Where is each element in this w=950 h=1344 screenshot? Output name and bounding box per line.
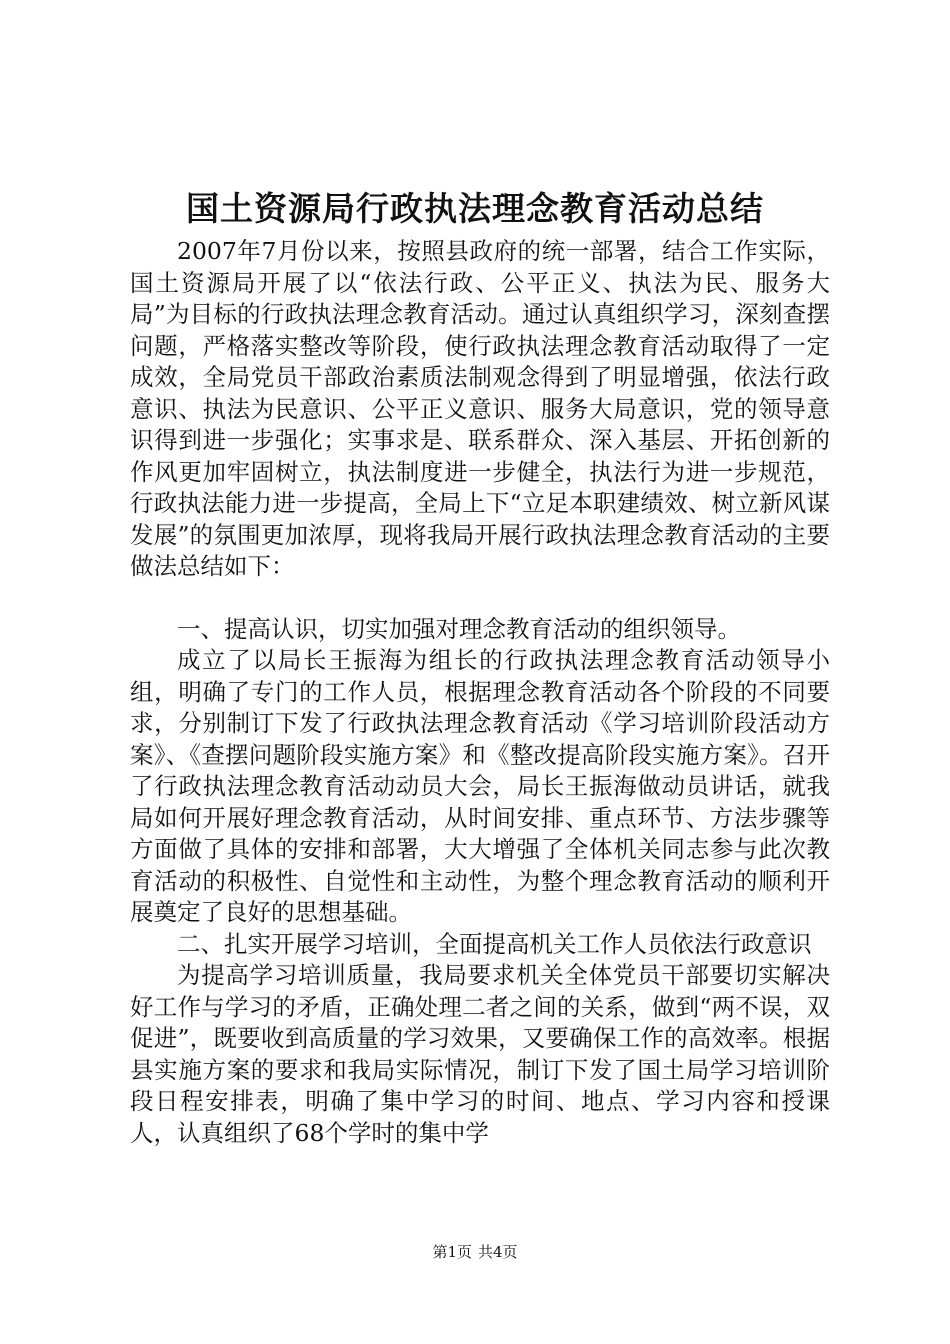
document-body (130, 236, 830, 1149)
page-footer (0, 1242, 950, 1262)
page-number: 第1页 (432, 1243, 472, 1261)
paragraph-section-2: 为提高学习培训质量，我局要求机关全体党员干部要切实解决好工作与学习的矛盾，正确处理二者之间的关系，做到“两不误，双促进”，既要收到高质量的学习效果，又要确保工作的高效率。根据县实施方案的要求和我局实际情况，制订下发了国土局学习培训阶段日程安排表，明确了集中学习的时间、地点、学习内容和授课人，认真组织了68个学时的集中学 (130, 961, 830, 1147)
section-heading-2: 二、扎实开展学习培训，全面提高机关工作人员依法行政意识 (177, 929, 812, 958)
paragraph-intro: 2007年7月份以来，按照县政府的统一部署，结合工作实际，国土资源局开展了以“依法行政、公平正义、执法为民、服务大局”为目标的行政执法理念教育活动。通过认真组织学习，深刻查摆问题，严格落实整改等阶段，使行政执法理念教育活动取得了一定成效，全局党员干部政治素质法制观念得到了明显增强，依法行政意识、执法为民意识、公平正义意识、服务大局意识，党的领导意识得到进一步强化；实事求是、联系群众、深入基层、开拓创新的作风更加牢固树立，执法制度进一步健全，执法行为进一步规范，行政执法能力进一步提高，全局上下“立足本职建绩效、树立新风谋发展”的氛围更加浓厚，现将我局开展行政执法理念教育活动的主要做法总结如下： (130, 237, 830, 580)
section-heading-1: 一、提高认识，切实加强对理念教育活动的组织领导。 (177, 614, 741, 643)
document-title: 国土资源局行政执法理念教育活动总结 (186, 189, 764, 228)
page-total: 共4页 (478, 1243, 518, 1261)
paragraph-section-1: 成立了以局长王振海为组长的行政执法理念教育活动领导小组，明确了专门的工作人员，根据理念教育活动各个阶段的不同要求，分别制订下发了行政执法理念教育活动《学习培训阶段活动方案》、《查摆问题阶段实施方案》和《整改提高阶段实施方案》。召开了行政执法理念教育活动动员大会，局长王振海做动员讲话，就我局如何开展好理念教育活动，从时间安排、重点环节、方法步骤等方面做了具体的安排和部署，大大增强了全体机关同志参与此次教育活动的积极性、自觉性和主动性，为整个理念教育活动的顺利开展奠定了良好的思想基础。 (130, 646, 830, 926)
